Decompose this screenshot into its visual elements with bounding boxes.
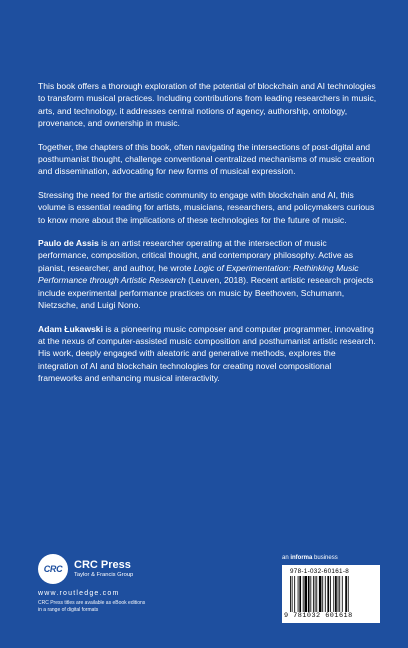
paragraph-chapters: Together, the chapters of this book, often navigating the intersections of post-digital and posthumanist thought, challenge conventional centralized mechanisms of music creation and dissemination, advocating for new forms of musical expression. [38,141,375,177]
barcode-icon [290,576,374,612]
bio-adam-text: is a pioneering music composer and computer programmer, innovating at the nexus of computer-assisted music composition and posthumanist artistic research. His work, deeply engaged with aleatoric and generative methods, explores the integration of AI and blockchain technologies for creating novel compositional frameworks and enhancing musical interactivity. [38,323,376,384]
publisher-logo-row [38,554,238,584]
informa-prefix: an [282,555,291,561]
bio-adam [38,323,378,385]
barcode-box [282,565,380,623]
bio-adam-name: Adam Łukawski [38,323,103,334]
ebook-note [38,600,238,613]
publisher-wordmark [74,559,133,579]
bio-paulo-name: Paulo de Assis [38,238,99,249]
paragraph-intro: This book offers a thorough exploration of the potential of blockchain and AI technologies to transform musical practices. Including contributions from leading researchers in music, arts, and technology, it addresses central notions of agency, authorship, ontology, provenance, and ownership in music. [38,81,377,129]
publisher-group: Taylor & Francis Group [74,572,134,578]
publisher-block [38,554,238,613]
crc-logo-icon: CRC [38,554,68,584]
isbn-number: 978-1-032-60161-8 [290,568,350,575]
bio-paulo-book-title: Logic of Experimentation: Rethinking Music Performance through Artistic Research [38,262,359,286]
informa-brand: informa [290,555,313,561]
ebook-note-line1: CRC Press titles are available as eBook editions [38,600,146,606]
bio-paulo [38,237,378,311]
informa-tagline [282,555,338,561]
blurb-text [38,80,378,396]
bio-paulo-text-b: (Leuven, 2018). Recent artistic research projects include experimental performance practices on music by Beethoven, Schumann, Nietzsche, and Luigi Nono. [38,275,374,311]
informa-suffix: business [312,555,338,561]
paragraph-audience: Stressing the need for the artistic community to engage with blockchain and AI, this volume is essential reading for artists, musicians, researchers, and policymakers curious to know more about the implications of these technologies for the future of music. [38,189,375,225]
ean-digits: 9 781032 601618 [284,612,353,620]
publisher-name: CRC Press [74,559,131,571]
bio-paulo-text-a: is an artist researcher operating at the intersection of music performance, composition, critical thought, and contemporary philosophy. Active as pianist, researcher, and author, he wrote [38,238,354,273]
ebook-note-line2: in a range of digital formats [38,606,99,613]
publisher-url[interactable]: www.routledge.com [38,590,120,597]
